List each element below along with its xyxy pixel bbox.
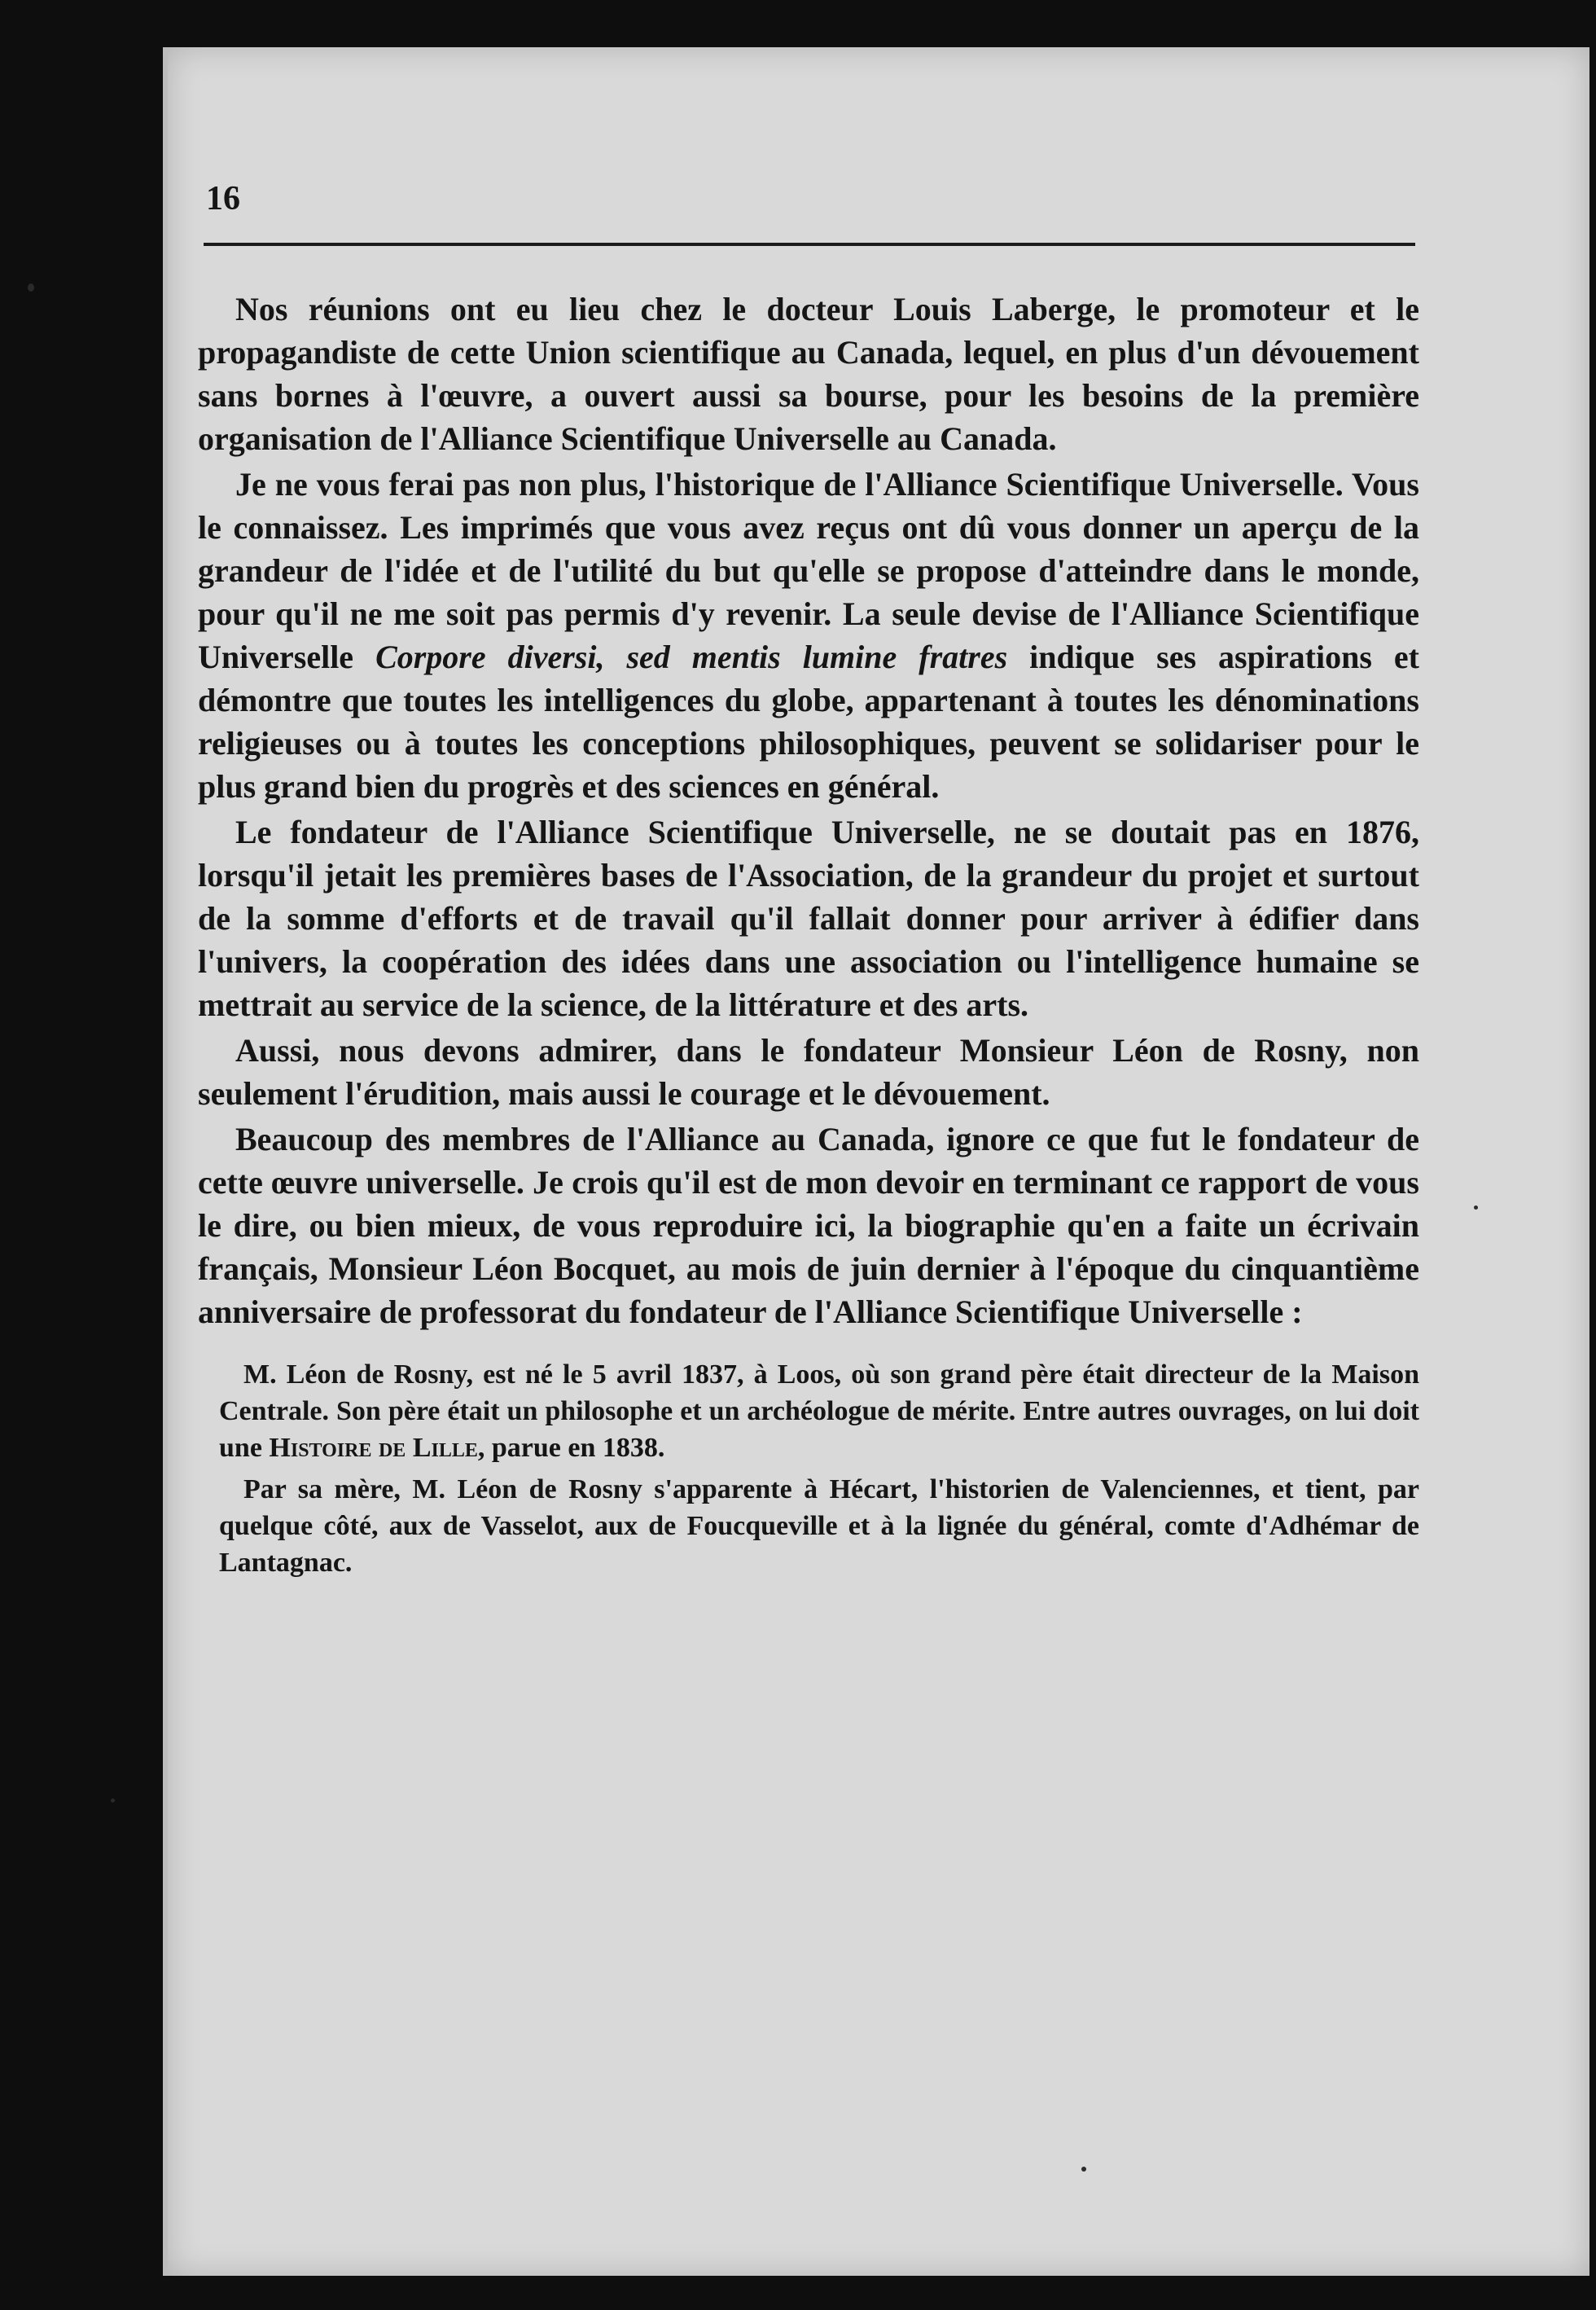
quote-paragraph-2 (219, 1471, 1419, 1581)
scan-speck (1081, 2167, 1086, 2172)
paragraph-3-text: Le fondateur de l'Alliance Scientifique Universelle, ne se doutait pas en 1876, lorsqu'il jetait les premières bases de l'Association, de la grandeur du projet et surtout de la somme d'efforts et de travail qu'il fallait donner pour arriver à édifier dans l'univers, la coopération des idées dans une association ou l'intelligence humaine se mettrait au service de la science, de la littérature et des arts. (198, 814, 1419, 1023)
scan-speck (111, 1798, 115, 1803)
paragraph-1 (198, 288, 1419, 460)
latin-motto: Corpore diversi, sed mentis lumine fratres (375, 639, 1008, 675)
paragraph-3 (198, 810, 1419, 1026)
page-body (198, 288, 1419, 1581)
scan-speck (28, 283, 34, 292)
paragraph-5-text: Beaucoup des membres de l'Alliance au Canada, ignore ce que fut le fondateur de cette œuvre universelle. Je crois qu'il est de mon devoir en terminant ce rapport de vous le dire, ou bien mieux, de vous reproduire ici, la biographie qu'en a faite un écrivain français, Monsieur Léon Bocquet, au mois de juin dernier à l'époque du cinquantième anniversaire de professorat du fondateur de l'Alliance Scientifique Universelle : (198, 1121, 1419, 1330)
page-number: 16 (206, 180, 240, 217)
header-rule (204, 243, 1415, 246)
paragraph-2-text-before: Je ne vous ferai pas non plus, l'historique de l'Alliance Scientifique Universelle. Vous le connaissez. Les imprimés que vous avez reçus ont dû vous donner un aperçu de la grandeur de l'idée et de l'utilité du but qu'elle se propose d'atteindre dans le monde, pour qu'il ne me soit pas permis d'y revenir. La seule devise de l'Alliance Scientifique Universelle (198, 466, 1419, 675)
biography-quote (198, 1356, 1419, 1581)
paragraph-2-text-after: indique ses aspirations et démontre que toutes les intelligences du globe, appartenant à toutes les dénominations religieuses ou à toutes les conceptions philosophiques, peuvent se solidariser pour le plus grand bien du progrès et des sciences en général. (198, 639, 1419, 805)
paragraph-4-text: Aussi, nous devons admirer, dans le fondateur Monsieur Léon de Rosny, non seulement l'érudition, mais aussi le courage et le dévouement. (198, 1032, 1419, 1112)
scan-speck (1474, 1206, 1478, 1210)
quote-paragraph-1-text-after: , parue en 1838. (477, 1433, 665, 1463)
paragraph-1-text: Nos réunions ont eu lieu chez le docteur Louis Laberge, le promoteur et le propagandiste de cette Union scientifique au Canada, lequel, en plus d'un dévouement sans bornes à l'œuvre, a ouvert aussi sa bourse, pour les besoins de la première organisation de l'Alliance Scientifique Universelle au Canada. (198, 291, 1419, 457)
quote-paragraph-1 (219, 1356, 1419, 1466)
quote-paragraph-1-text-before: M. Léon de Rosny, est né le 5 avril 1837, à Loos, où son grand père était directeur de la Maison Centrale. Son père était un philosophe et un archéologue de mérite. Entre autres ouvrages, on lui doit une (219, 1359, 1419, 1463)
paragraph-2 (198, 463, 1419, 808)
paragraph-5 (198, 1118, 1419, 1333)
paragraph-4 (198, 1029, 1419, 1115)
book-title: Histoire de Lille (269, 1433, 478, 1463)
quote-paragraph-2-text: Par sa mère, M. Léon de Rosny s'apparente à Hécart, l'historien de Valenciennes, et tient, par quelque côté, aux de Vasselot, aux de Foucqueville et à la lignée du général, comte d'Adhémar de Lantagnac. (219, 1474, 1419, 1578)
